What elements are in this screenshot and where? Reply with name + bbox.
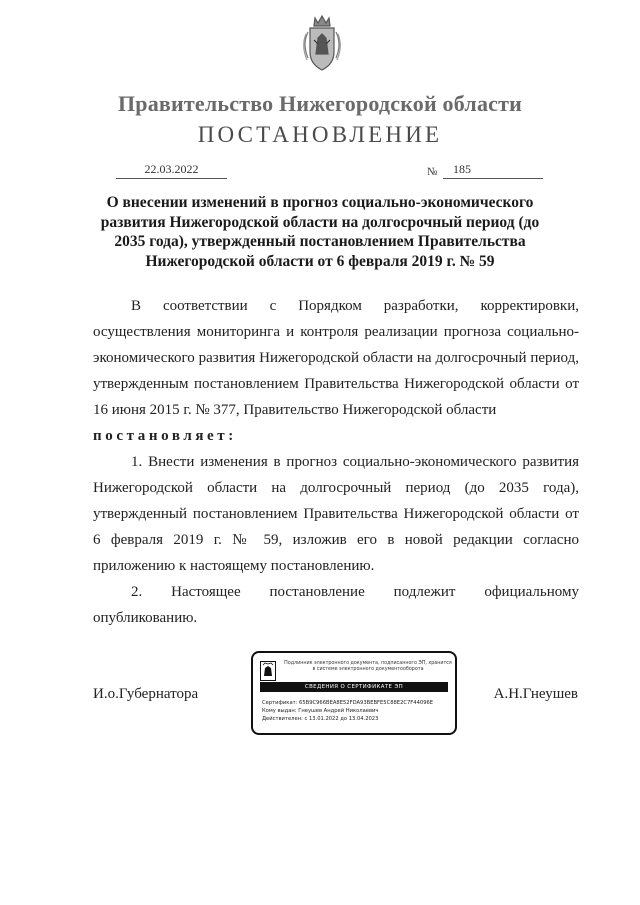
document-number: 185	[443, 162, 543, 179]
validity-value: с 13.01.2022 до 13.04.2023	[304, 716, 379, 722]
government-title: Правительство Нижегородской области	[117, 91, 522, 116]
signer-position: И.о.Губернатора	[93, 686, 199, 702]
issued-to-row	[262, 707, 452, 715]
document-type: ПОСТАНОВЛЕНИЕ	[197, 122, 443, 147]
item-1-paragraph: 1. Внести изменения в прогноз социально-экономического развития Нижегородской области на долгосрочный период (до 2035 года), утвержденный постановлением Правительства Нижегородской области от 6 февраля 2019 г. № 59, изложив его в новой редакции согласно приложению к настоящему постановлению.	[93, 454, 579, 574]
stamp-title: СВЕДЕНИЯ О СЕРТИФИКАТЕ ЭП	[260, 682, 448, 692]
stamp-details	[262, 699, 452, 723]
issued-to-label: Кому выдан:	[262, 708, 297, 714]
certificate-value: 65B9C966BEA8E52FDA93BEBFE5C88E2C7F44096E	[299, 700, 434, 706]
emblem-icon	[260, 661, 276, 681]
item-2-paragraph: 2. Настоящее постановление подлежит официальному опубликованию.	[93, 584, 579, 626]
document-date: 22.03.2022	[116, 162, 227, 179]
signer-name: А.Н.Гнеушев	[493, 686, 578, 702]
issued-to-value: Гнеушев Андрей Николаевич	[298, 708, 379, 714]
coat-of-arms-icon	[300, 14, 344, 74]
validity-row	[262, 715, 452, 723]
number-sign: №	[427, 166, 438, 178]
certificate-label: Сертификат:	[262, 700, 298, 706]
decree-word: постановляет:	[93, 428, 237, 444]
document-subject: О внесении изменений в прогноз социально-экономического развития Нижегородской области на долгосрочный период (до 2035 года), утвержденный постановлением Правительства Нижегородской области от 6 февраля 2019 г. № 59	[100, 194, 540, 270]
preamble-paragraph: В соответствии с Порядком разработки, корректировки, осуществления мониторинга и контроля реализации прогноза социально-экономического развития Нижегородской области на долгосрочный период, утвержденным постановлением Правительства Нижегородской области от 16 июня 2015 г. № 377, Правительство Нижегородской области	[93, 298, 579, 418]
stamp-note: Подлинник электронного документа, подписанного ЭП, хранится в системе электронного документооборота	[284, 661, 452, 672]
document-body	[93, 293, 579, 631]
validity-label: Действителен:	[262, 716, 303, 722]
electronic-signature-stamp	[251, 651, 457, 735]
certificate-row	[262, 699, 452, 707]
